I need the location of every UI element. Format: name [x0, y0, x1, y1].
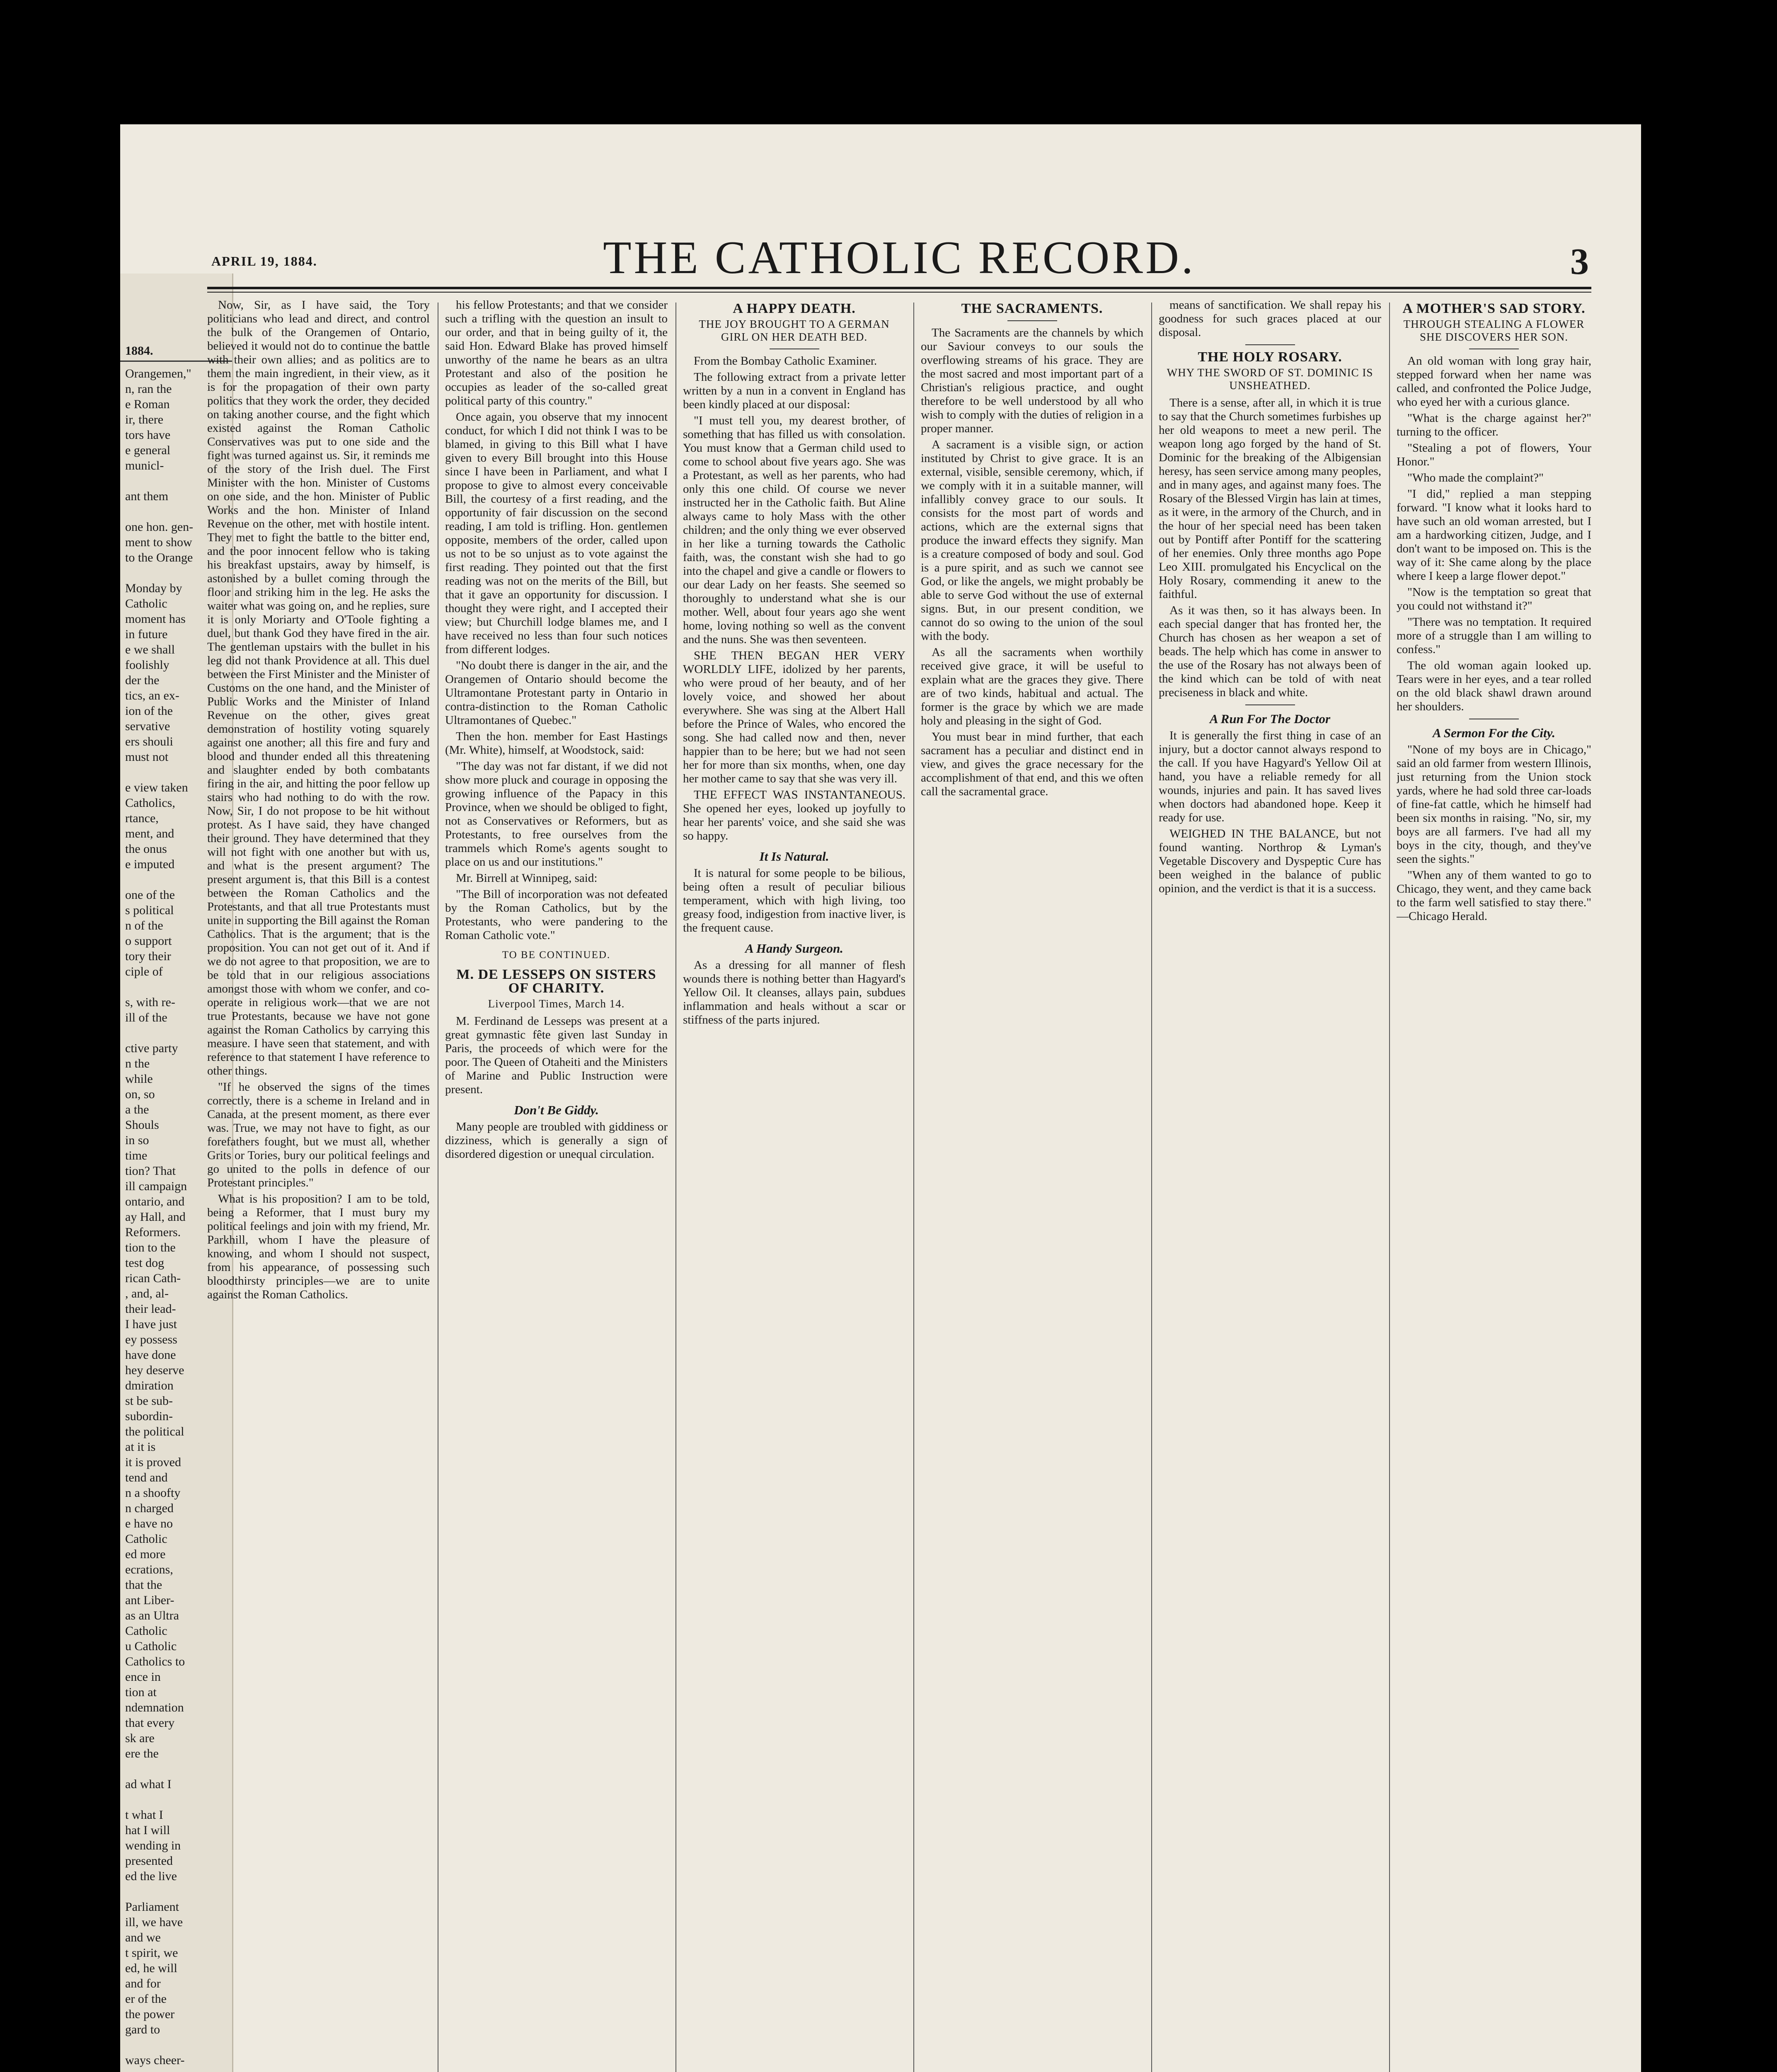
column-5-intro: means of sanctification. We shall repay his goodness for such graces placed at our disposal.	[1159, 298, 1381, 339]
paragraph: "If he observed the signs of the times correctly, there is a scheme in Ireland and in Canada, at the present moment, as there ever was. True, we may not have to fight, as our forefathers fought, but we must all, whether Grits or Tories, bury our political feelings and go united to the polls in defence of our Protestant principles."	[207, 1080, 430, 1189]
rosary-headline: THE HOLY ROSARY.	[1198, 349, 1342, 365]
headline-rule	[1007, 320, 1057, 321]
column-5-body-2	[1159, 729, 1381, 896]
paragraph: "There was no temptation. It required more of a struggle than I am willing to confess."	[1397, 615, 1591, 656]
column-6-body-2	[1397, 743, 1591, 923]
columns-area	[207, 298, 1591, 2072]
column-divider	[1151, 303, 1152, 2072]
column-divider	[675, 303, 676, 2072]
column-2-body	[445, 298, 668, 942]
natural-text: It is natural for some people to be bilious, being often a result of peculiar bilious temperament, which with high living, too greasy food, indigestion from inactive liver, is the frequent cause.	[683, 867, 905, 934]
column-6-body	[1397, 354, 1591, 714]
newspaper-title: THE CATHOLIC RECORD.	[603, 232, 1196, 283]
left-fragment-year: 1884.	[120, 274, 232, 362]
paragraph: An old woman with long gray hair, stepped forward when her name was called, and confronted the Police Judge, who eyed her with a curious glance.	[1397, 354, 1591, 409]
paragraph: "What is the charge against her?" turning to the officer.	[1397, 411, 1591, 438]
headline-rule	[1245, 344, 1295, 345]
lesseps-text: M. Ferdinand de Lesseps was present at a great gymnastic fête given last Sunday in Paris, the proceeds of which were for the poor. The Queen of Otaheiti and the Ministers of Marine and Public Instruction were present.	[445, 1014, 668, 1096]
paragraph: Then the hon. member for East Hastings (Mr. White), himself, at Woodstock, said:	[445, 730, 668, 757]
surgeon-headline: A Handy Surgeon.	[745, 941, 843, 956]
column-4-body	[921, 326, 1143, 799]
paragraph: Once again, you observe that my innocent conduct, for which I did not think I was to be blamed, in giving to this Bill what I have given to every Bill brought into this House since I have been in Parliament, and what I propose to give to almost every conceivable Bill, the courtesy of a first reading, and the opportunity of fair discussion on the second reading, I am told is trifling. Hon. gentlemen opposite, members of the order, called upon us not to be so unjust as to vote against the first reading. They pointed out that the first reading was not on the merits of the Bill, but that it gave an opportunity for discussion. I thought they were right, and I accepted their view; but Churchill lodge blames me, and I have received no less than four such notices from different lodges.	[445, 410, 668, 656]
column-2	[445, 298, 668, 2072]
issue-date: APRIL 19, 1884.	[211, 254, 317, 269]
column-5-body	[1159, 396, 1381, 700]
paragraph: THE EFFECT WAS INSTANTANEOUS. She opened her eyes, looked up joyfully to hear her parents' voice, and she said she was so happy.	[683, 788, 905, 842]
column-3-body	[683, 354, 905, 843]
paragraph: As it was then, so it has always been. In each special danger that has fronted her, the Church has chosen as her weapon a set of beads. The help which has come in answer to the use of the Rosary has not always been of the kind which can be told of with neat preciseness in black and white.	[1159, 604, 1381, 699]
paragraph: Mr. Birrell at Winnipeg, said:	[456, 871, 598, 885]
paragraph: "I did," replied a man stepping forward. "I know what it looks hard to have such an old woman arrested, but I am a hardworking citizen, Judge, and I don't want to be imposed on. This is the way of it: She came along by the place where I keep a large flower depot."	[1397, 487, 1591, 583]
surgeon-text: As a dressing for all manner of flesh wounds there is nothing better than Hagyard's Yellow Oil. It cleanses, allays pain, subdues inflammation and heals without a scar or stiffness of the parts injured.	[683, 959, 905, 1026]
paragraph: "No doubt there is danger in the air, and the Orangemen of Ontario should become the Ultramontane Protestant party in Ontario in contra-distinction to the Roman Catholic Ultramontanes of Quebec."	[445, 659, 668, 727]
lesseps-headline: M. DE LESSEPS ON SISTERS OF CHARITY.	[456, 967, 656, 996]
paragraph: SHE THEN BEGAN HER VERY WORLDLY LIFE, idolized by her parents, who were proud of her beauty, and of her lovely voice, and showed her about everywhere. She was sing at the Albert Hall before the Prince of Wales, who encored the song. She had called now and then, never happier than to be here; but we had not seen her for more than six months, when, one day her mother came to say that she was very ill.	[683, 649, 905, 785]
sacraments-headline: THE SACRAMENTS.	[961, 301, 1103, 316]
paragraph: "I must tell you, my dearest brother, of something that has filled us with consolation. You must know that a German child used to come to school about five years ago. She was a Protestant, as well as her parents, who had only this one child. Of course we never instructed her in the Catholic faith. But Aline always came to holy Mass with the other children; and the only thing we ever observed in her like a turning towards the Catholic faith, was, the constant wish she had to go into the chapel and give a candle or flowers to our dear Lady on her feasts. She seemed so thoroughly to understand what she is our mother. Well, about four years ago she went home, loving nothing so well as the convent and the nuns. She was then seventeen.	[683, 414, 905, 646]
paragraph: "The Bill of incorporation was not defeated by the Roman Catholics, but by the Protestants, who were pandering to the Roman Catholic vote."	[445, 888, 668, 942]
column-3	[683, 298, 905, 2072]
doctor-headline: A Run For The Doctor	[1209, 712, 1331, 726]
paragraph: "Stealing a pot of flowers, Your Honor."	[1397, 441, 1591, 468]
giddy-headline: Don't Be Giddy.	[514, 1103, 599, 1117]
column-1	[207, 298, 430, 2072]
happy-death-headline: A HAPPY DEATH.	[733, 301, 856, 316]
paragraph: "None of my boys are in Chicago," said an old farmer from western Illinois, just returning from the Union stock yards, where he had sold three car-loads of fine-fat cattle, which he himself had been six months in raising. "No, sir, my boys are all farmers. I've had all my boys in the city, though, and they've seen the sights."	[1397, 743, 1591, 866]
column-1-body	[207, 298, 430, 1302]
paragraph: "Who made the complaint?"	[1407, 471, 1544, 484]
column-4	[921, 298, 1143, 2072]
left-fragment-text: Orangemen," n, ran the e Roman ir, there tors have e general municl- ant them one hon. gen- ment to show to the Orange Monday by Catholic moment has in future e we shall foolishly der the tics, an ex- ion of the servative ers shouli must not e view taken Catholics, rtance, ment, and the onus e imputed one of the s political n of the o support tory their ciple of s, with re- ill of the ctive party n the while on, so a the Shouls in so time tion? That ill campaign ontario, and ay Hall, and Reformers. tion to the test dog rican Cath- , and, al- their lead- I have just ey possess have done hey deserve dmiration st be sub- subordin- the political at it is it is proved tend and n a shoofty n charged e have no Catholic ed more ecrations, that the ant Liber- as an Ultra Catholic u Catholic Catholics to ence in tion at ndemnation that every sk are ere the ad what I t what I hat I will wending in presented ed the live Parliament ill, we have and we t spirit, we ed, he will and for er of the the power gard to ways cheer-	[125, 367, 194, 2067]
column-6	[1397, 298, 1591, 2072]
paragraph: his fellow Protestants; and that we consider such a trifling with the question an insult to our order, and that in being guilty of it, the said Hon. Edward Blake has proved himself unworthy of the name he bears as an ultra Protestant and also of the position he occupies as leader of the so-called great political party of this country."	[445, 298, 668, 407]
column-5	[1159, 298, 1381, 2072]
headline-rule	[1245, 704, 1295, 705]
paragraph: There is a sense, after all, in which it is true to say that the Church sometimes furbishes up her old weapons to meet a new peril. The weapon long ago forged by the hand of St. Dominic for the breaking of the Albigensian heresy, has seen service among many peoples, and in many ages, and against many foes. The Rosary of the Blessed Virgin has lain at times, as it were, in the armory of the Church, and in the hour of her special need has been taken out by Pontiff after Pontiff for the scattering of her enemies. Only three months ago Pope Leo XIII. promulgated his Encyclical on the Holy Rosary, commending it anew to the faithful.	[1159, 396, 1381, 601]
mothers-story-subhead: THROUGH STEALING A FLOWER SHE DISCOVERS HER SON.	[1403, 318, 1585, 343]
paragraph: From the Bombay Catholic Examiner.	[694, 354, 877, 368]
paragraph: As all the sacraments when worthily received give grace, it will be useful to explain what are the graces they give. There are of two kinds, habitual and actual. The former is the grace by which we are made holy and pleasing in the sight of God.	[921, 646, 1143, 727]
column-divider	[913, 303, 914, 2072]
paragraph: Now, Sir, as I have said, the Tory politicians who lead and direct, and control the bulk of the Orangemen of Ontario, believed it would not do to continue the battle with their own allies; and as politics are to them the main ingredient, in their view, as it is for the propagation of their own party politics that they work the order, they decided on taking another course, and the fight which existed against the Roman Catholic Conservatives was put to one side and the fight was turned against us. Sir, it reminds me of the story of the Irish duel. The First Minister with the hon. Minister of Customs on one side, and the hon. Minister of Public Works and the hon. Minister of Inland Revenue on the other, met with hostile intent. They met to fight the battle to the bitter end, and the poor innocent fellow who is taking his breakfast upstairs, away by himself, is astonished by a bullet coming through the floor and striking him in the leg. He asks the waiter what was going on, and he replies, sure it is only Moriarty and O'Toole fighting a duel, but thank God they have fired in the air. The gentleman upstairs with the bullet in his leg did not thank Providence at all. This duel between the First Minister and the Minister of Customs on the one hand, and the Minister of Public Works and the Minister of Inland Revenue on the other, gives great demonstration of hostility voting squarely against one another; all this fire and fury and blood and thunder ended all this threatening and slaughter ended by both combatants firing in the air, and hitting the poor fellow up stairs who had nothing to do with the row. Now, Sir, I do not propose to be hit without protest. As I have said, they have changed their ground. They have determined that they will not fight with one another but with us, and what is the present argument? The present argument is, that this Bill is a contest between the Roman Catholics and the Protestants, and that all true Protestants must unite in supporting the Bill against the Roman Catholics. That is the argument; that is the proposition. You can not get out of it. And if we do not agree to that proposition, we are to be told that in our religious associations amongst those with whom we confer, and co-operate in religious work—that we are not true Protestants, because we have not gone against the Roman Catholics by carrying this measure. I have seen that statement, and with reference to that statement I have reference to other things.	[207, 298, 430, 1077]
masthead	[207, 224, 1591, 286]
paragraph: WEIGHED IN THE BALANCE, but not found wanting. Northrop & Lyman's Vegetable Discovery and Dyspeptic Cure has been weighed in the balance of public opinion, and the verdict is that it is a success.	[1159, 827, 1381, 895]
giddy-text: Many people are troubled with giddiness or dizziness, which is generally a sign of disordered digestion or unequal circulation.	[445, 1120, 668, 1161]
continued-label: TO BE CONTINUED.	[502, 949, 611, 961]
paragraph: "The day was not far distant, if we did not show more pluck and courage in opposing the growing influence of the Papacy in this Province, when we should be obliged to fight, not as Conservatives or Reformers, but as Protestants, to free ourselves from the trammels which Rome's agents sought to place on us and our institutions."	[445, 760, 668, 869]
lesseps-source: Liverpool Times, March 14.	[488, 997, 625, 1010]
rosary-subhead: WHY THE SWORD OF ST. DOMINIC IS UNSHEATHED.	[1167, 366, 1373, 392]
paragraph: What is his proposition? I am to be told, being a Reformer, that I must bury my political feelings and join with my friend, Mr. Parkhill, whom I have the pleasure of knowing, and whom I should not suspect, from his appearance, of possessing such bloodthirsty principles—we are to unite against the Roman Catholics.	[207, 1192, 430, 1301]
paragraph: The old woman again looked up. Tears were in her eyes, and a tear rolled on the old black shawl drawn around her shoulders.	[1397, 659, 1591, 713]
paragraph: It is generally the first thing in case of an injury, but a doctor cannot always respond to the call. If you have Hagyard's Yellow Oil at hand, you have a reliable remedy for all wounds, injuries and pain. It has saved lives when doctors had abandoned hope. Keep it ready for use.	[1159, 729, 1381, 824]
masthead-rule-thick	[207, 287, 1591, 289]
page-number: 3	[1570, 241, 1589, 282]
paragraph: The Sacraments are the channels by which our Saviour conveys to our souls the overflowing streams of his grace. They are the most sacred and most important part of a Christian's religious practice, and ought therefore to be well understood by all who wish to comply with the duties of religion in a proper manner.	[921, 326, 1143, 435]
paragraph: You must bear in mind further, that each sacrament has a peculiar and distinct end in view, and gives the grace necessary for the accomplishment of that end, and this we often call the sacramental grace.	[921, 730, 1143, 798]
masthead-rule-thin	[207, 292, 1591, 293]
newspaper-page	[120, 124, 1641, 2072]
natural-headline: It Is Natural.	[759, 849, 829, 864]
paragraph: "Now is the temptation so great that you could not withstand it?"	[1397, 586, 1591, 612]
mothers-story-headline: A MOTHER'S SAD STORY.	[1402, 301, 1586, 316]
column-divider	[1389, 303, 1390, 2072]
paragraph: A sacrament is a visible sign, or action instituted by Christ to give grace. It is an external, visible, sensible ceremony, which, if we comply with it in a suitable manner, will infallibly convey grace to our souls. It consists for the most part of words and actions, which are the external signs that produce the inward effects they signify. Man is a creature composed of body and soul. God is a pure spirit, and as such we cannot see God, or like the angels, we might probably be able to serve God without the use of external signs. But, in our present condition, we cannot do so owing to the union of the soul with the body.	[921, 438, 1143, 643]
paragraph: The following extract from a private letter written by a nun in a convent in England has been kindly placed at our disposal:	[683, 370, 905, 411]
sermon-headline: A Sermon For the City.	[1433, 726, 1555, 740]
paragraph: "When any of them wanted to go to Chicago, they went, and they came back to the farm well satisfied to stay there." —Chicago Herald.	[1397, 869, 1591, 923]
happy-death-subhead: THE JOY BROUGHT TO A GERMAN GIRL ON HER DEATH BED.	[699, 318, 890, 343]
